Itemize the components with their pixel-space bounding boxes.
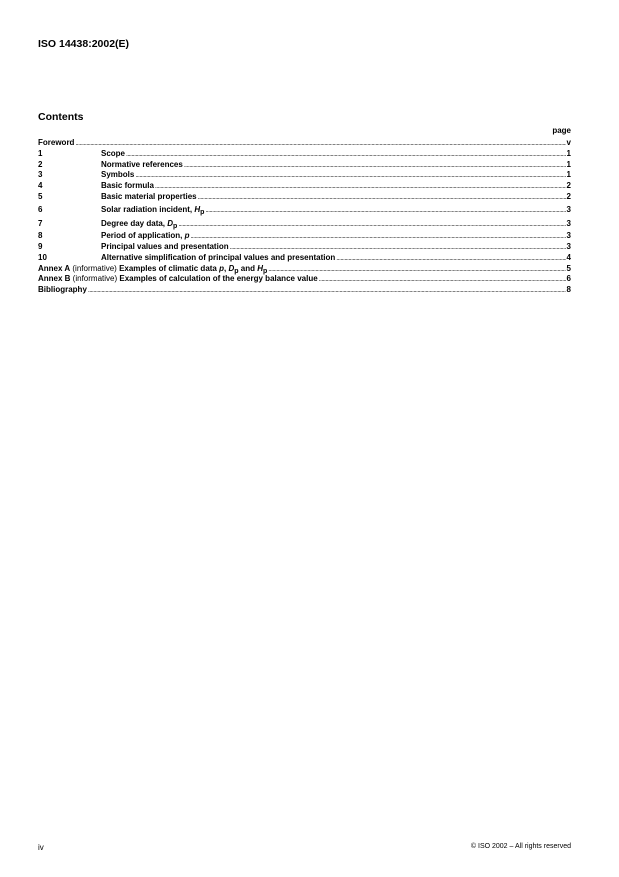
toc-entry-page: 3: [566, 241, 571, 251]
annex-qualifier: (informative): [70, 274, 120, 284]
leader-dots: [135, 171, 565, 182]
toc-entry-title: Symbols: [101, 170, 135, 180]
title-text: Period of application,: [101, 231, 185, 241]
leader-dots: [155, 182, 566, 193]
toc-entry-bibliography[interactable]: [38, 285, 571, 296]
subscript-p: p: [262, 267, 268, 275]
toc-entry-number: 3: [38, 170, 43, 180]
toc-entry-number: 10: [38, 252, 47, 262]
toc-entry-solar-radiation[interactable]: [38, 203, 571, 217]
toc-entry-normative-references[interactable]: [38, 160, 571, 171]
symbol-D: D: [167, 218, 174, 228]
toc-entry-title: [101, 217, 177, 231]
toc-entry-title: Basic formula: [101, 181, 154, 191]
toc-entry-title: Normative references: [101, 159, 183, 169]
footer-copyright: © ISO 2002 – All rights reserved: [470, 843, 571, 850]
symbol-p: p: [219, 263, 224, 273]
toc-entry-page: 2: [566, 191, 571, 201]
toc-entry-page: v: [566, 138, 571, 147]
toc-entry-page: 4: [566, 252, 571, 262]
title-text: Examples of calculation of the energy balance value: [119, 274, 318, 284]
toc-entry-title: Bibliography: [38, 285, 87, 295]
toc-entry-page: 3: [566, 218, 571, 228]
leader-dots: [184, 161, 566, 172]
toc-entry-number: 2: [38, 159, 43, 169]
title-text-sep: and: [238, 263, 258, 273]
toc-entry-page: 1: [566, 170, 571, 180]
toc-entry-title: Principal values and presentation: [101, 241, 229, 251]
toc-entry-number: 9: [38, 241, 43, 251]
leader-dots: [205, 204, 565, 218]
toc-entry-page: 8: [566, 285, 571, 295]
subscript-p: p: [173, 222, 178, 230]
toc-entry-title: Alternative simplification of principal values and presentation: [101, 252, 336, 262]
page-column-label: page: [552, 126, 571, 135]
subscript-p: p: [234, 267, 239, 275]
annex-label: Annex A: [38, 263, 71, 273]
contents-heading: Contents: [38, 111, 84, 123]
toc-entry-principal-values[interactable]: [38, 242, 571, 253]
toc-entry-alternative-simplification[interactable]: [38, 253, 571, 264]
toc-entry-number: 8: [38, 231, 43, 241]
toc-entry-title: [101, 203, 204, 217]
toc-entry-title: Foreword: [38, 138, 75, 147]
toc-entry-page: 2: [566, 181, 571, 191]
toc-entry-number: 1: [38, 148, 43, 158]
toc-entry-page: 3: [566, 204, 571, 214]
toc-entry-symbols[interactable]: [38, 170, 571, 181]
toc-entry-annex-a[interactable]: [38, 264, 571, 275]
symbol-p: p: [184, 231, 190, 241]
symbol-H: H: [257, 263, 263, 273]
toc-entry-title: [38, 274, 318, 285]
leader-dots: [198, 193, 566, 204]
leader-dots: [126, 150, 566, 161]
toc-entry-number: 7: [38, 218, 43, 228]
toc-entry-page: 5: [566, 263, 571, 273]
running-header: ISO 14438:2002(E): [38, 38, 130, 50]
toc-entry-page: 1: [566, 148, 571, 158]
annex-qualifier: (informative): [70, 263, 120, 273]
title-text: Degree day data,: [101, 218, 168, 228]
leader-dots: [190, 232, 565, 243]
subscript-p: p: [200, 208, 205, 216]
toc-entry-page: 1: [566, 159, 571, 169]
toc-entry-annex-b[interactable]: [38, 274, 571, 285]
toc-entry-title: [101, 231, 189, 242]
toc-entry-title: [38, 264, 267, 275]
symbol-H: H: [194, 204, 201, 214]
toc-entry-page: 6: [566, 274, 571, 284]
toc-entry-title: Basic material properties: [101, 191, 197, 201]
title-text: Examples of climatic data: [119, 263, 220, 273]
toc-entry-degree-day-data[interactable]: [38, 217, 571, 231]
toc-entry-scope[interactable]: [38, 149, 571, 160]
toc-entry-number: 6: [38, 204, 43, 214]
leader-dots: [88, 286, 566, 297]
toc-entry-basic-formula[interactable]: [38, 181, 571, 192]
leader-dots: [178, 218, 565, 232]
toc-entry-page: 3: [566, 231, 571, 241]
toc-entry-number: 4: [38, 181, 43, 191]
leader-dots: [75, 139, 565, 150]
toc-entry-basic-material-properties[interactable]: [38, 192, 571, 203]
symbol-D: D: [228, 263, 235, 273]
toc-entry-number: 5: [38, 191, 43, 201]
annex-label: Annex B: [38, 274, 71, 284]
toc-entry-foreword[interactable]: [38, 138, 571, 149]
title-text: Solar radiation incident,: [101, 204, 195, 214]
table-of-contents: [38, 138, 571, 296]
footer-page-number: iv: [38, 843, 44, 852]
toc-entry-period-of-application[interactable]: [38, 231, 571, 242]
toc-entry-title: Scope: [101, 148, 126, 158]
title-text-sep: ,: [224, 263, 229, 273]
leader-dots: [336, 254, 565, 265]
leader-dots: [319, 275, 566, 286]
